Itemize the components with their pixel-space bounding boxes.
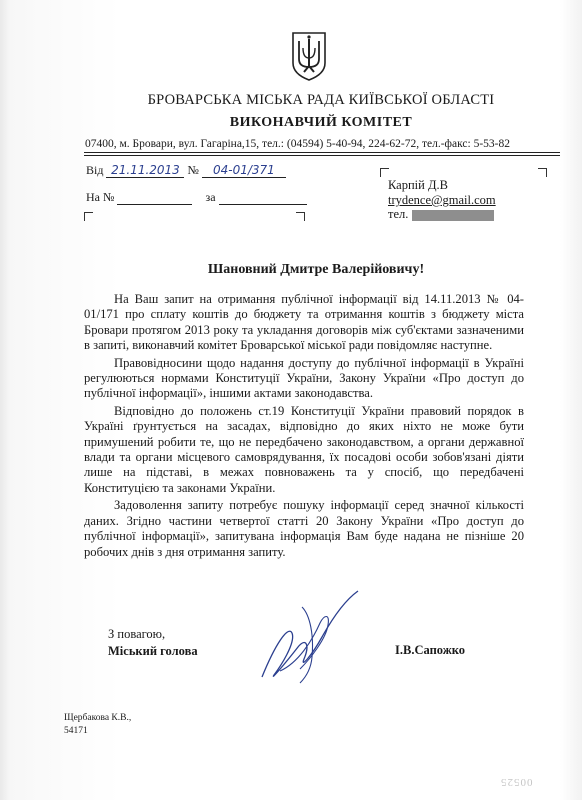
on-number-label: На № xyxy=(86,190,115,204)
paragraph-3: Відповідно до положень ст.19 Конституції України правовий порядок в Україні ґрунтується на засадах, відповідно до яких ніхто не може бути примушений робити те, що не передбачено законодавством, а органи державної влади та органи місцевого самоврядування, їх посадові особи зобов'язані діяти лише на підставі, в межах повноважень та у спосіб, що передбачені Конституцією та законами України. xyxy=(84,403,524,495)
closing-phrase: З повагою, xyxy=(108,627,166,641)
addressee-phone-line xyxy=(388,207,494,222)
council-name: БРОВАРСЬКА МІСЬКА РАДА КИЇВСЬКОЇ ОБЛАСТІ xyxy=(147,92,495,108)
committee-name: ВИКОНАВЧИЙ КОМІТЕТ xyxy=(229,115,413,130)
corner-bracket-top-left xyxy=(84,212,93,221)
corner-bracket-addressee-right xyxy=(538,168,547,177)
executor-info xyxy=(64,712,131,738)
number-label: № xyxy=(187,163,199,177)
incoming-number-field xyxy=(117,190,192,205)
corner-bracket-addressee-left xyxy=(380,168,389,177)
signatory-name: І.В.Сапожко xyxy=(395,643,466,657)
handwritten-signature xyxy=(240,585,390,695)
executor-name: Щербакова К.В., xyxy=(64,713,132,723)
letter-body xyxy=(84,292,524,562)
faint-stamp-number: 00525 xyxy=(500,776,533,788)
contact-address: 07400, м. Бровари, вул. Гагаріна,15, тел.: (04594) 5-40-94, 224-62-72, тел.-факс: 5-53-82 xyxy=(85,138,510,150)
corner-bracket-top-mid xyxy=(296,212,305,221)
number-field xyxy=(202,163,286,178)
salutation: Шановний Дмитре Валерійовичу! xyxy=(207,262,425,277)
from-label: Від xyxy=(86,163,104,177)
header-divider xyxy=(84,152,560,153)
paragraph-1: На Ваш запит на отримання публічної інформації від 14.11.2013 № 04-01/171 про сплату коштів до бюджету та отримання коштів з бюджету міста Бровари протягом 2013 року та укладання договорів між суб'єктами зазначеними в запиті, виконавчий комітет Броварської міської ради повідомляє наступне. xyxy=(84,292,524,353)
redacted-phone xyxy=(412,210,494,221)
addressee-email: trydence@gmail.com xyxy=(388,193,496,207)
paragraph-4: Задоволення запиту потребує пошуку інформації серед значної кількості даних. Згідно частини четвертої статті 20 Закону України «Про доступ до публічної інформації», запитувана інформація Вам буде надана не пізніше 20 робочих днів з дня отримання запиту. xyxy=(84,498,524,559)
outgoing-reference xyxy=(86,163,286,178)
handwritten-number: 04-01/371 xyxy=(212,163,275,177)
incoming-reference xyxy=(86,190,307,205)
executor-phone: 54171 xyxy=(64,726,88,736)
handwritten-date: 21.11.2013 xyxy=(111,163,180,177)
header-divider-thin xyxy=(84,155,560,156)
paragraph-2: Правовідносини щодо надання доступу до публічної інформації в Україні регулюються нормами Конституції України, Закону України «Про доступ до публічної інформації», іншими актами законодавства. xyxy=(84,355,524,401)
za-label: за xyxy=(205,190,216,204)
incoming-date-field xyxy=(219,190,307,205)
addressee-name: Карпій Д.В xyxy=(388,178,448,192)
signatory-role: Міський голова xyxy=(108,644,198,658)
closing-block xyxy=(108,626,198,660)
coat-of-arms-icon xyxy=(290,30,328,82)
addressee-email-line xyxy=(388,193,496,208)
date-field xyxy=(106,163,184,178)
phone-label: тел. xyxy=(388,207,409,221)
